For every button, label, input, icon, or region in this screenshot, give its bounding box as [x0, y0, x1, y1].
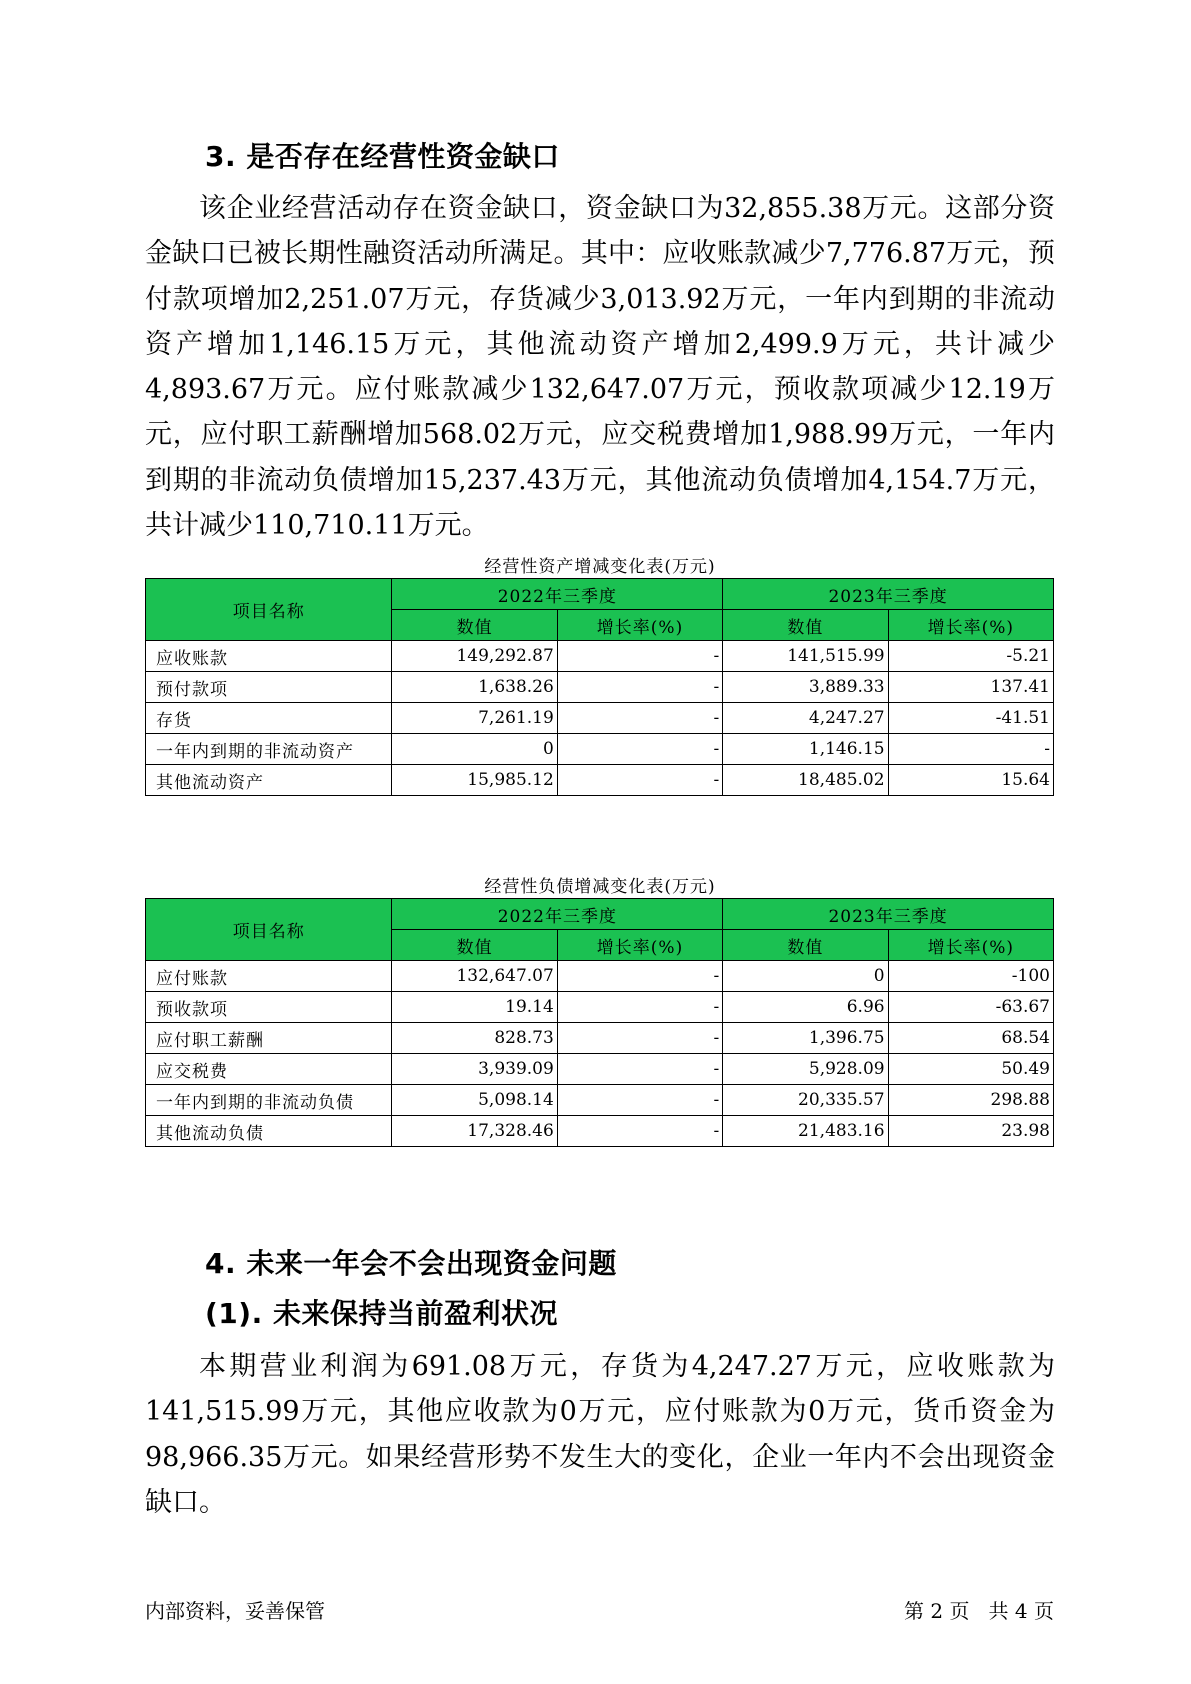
section-3-heading: 3. 是否存在经营性资金缺口	[205, 140, 560, 173]
table-row	[146, 992, 1054, 1023]
value-2023: 3,889.33	[723, 672, 888, 703]
growth-2023: 298.88	[888, 1085, 1053, 1116]
header-item-name: 项目名称	[146, 899, 392, 961]
value-2023: 21,483.16	[723, 1116, 888, 1147]
section-4-subheading: (1). 未来保持当前盈利状况	[205, 1297, 558, 1330]
header-value: 数值	[723, 610, 888, 641]
row-name: 一年内到期的非流动负债	[146, 1085, 392, 1116]
asset-change-table	[145, 578, 1054, 796]
table-row	[146, 961, 1054, 992]
table-row	[146, 641, 1054, 672]
value-2023: 0	[723, 961, 888, 992]
table-row	[146, 765, 1054, 796]
table-row	[146, 703, 1054, 734]
row-name: 应付账款	[146, 961, 392, 992]
row-name: 一年内到期的非流动资产	[146, 734, 392, 765]
header-value: 数值	[723, 930, 888, 961]
header-growth: 增长率(%)	[557, 930, 722, 961]
header-period-2022: 2022年三季度	[392, 579, 723, 610]
header-growth: 增长率(%)	[557, 610, 722, 641]
growth-2023: 68.54	[888, 1023, 1053, 1054]
value-2022: 15,985.12	[392, 765, 557, 796]
header-item-name: 项目名称	[146, 579, 392, 641]
growth-2022: -	[557, 1023, 722, 1054]
growth-2022: -	[557, 961, 722, 992]
value-2023: 20,335.57	[723, 1085, 888, 1116]
header-growth: 增长率(%)	[888, 610, 1053, 641]
value-2023: 1,146.15	[723, 734, 888, 765]
growth-2023: -	[888, 734, 1053, 765]
section-4-paragraph: 本期营业利润为691.08万元，存货为4,247.27万元，应收账款为141,515.99万元，其他应收款为0万元，应付账款为0万元，货币资金为98,966.35万元。如果经营形势不发生大的变化，企业一年内不会出现资金缺口。	[145, 1351, 1055, 1518]
header-period-2023: 2023年三季度	[723, 579, 1054, 610]
growth-2023: 50.49	[888, 1054, 1053, 1085]
liability-table-caption: 经营性负债增减变化表(万元)	[484, 877, 716, 897]
header-period-2023: 2023年三季度	[723, 899, 1054, 930]
table-row	[146, 1085, 1054, 1116]
row-name: 预收款项	[146, 992, 392, 1023]
growth-2022: -	[557, 641, 722, 672]
growth-2023: -100	[888, 961, 1053, 992]
growth-2022: -	[557, 1085, 722, 1116]
value-2022: 1,638.26	[392, 672, 557, 703]
row-name: 应交税费	[146, 1054, 392, 1085]
growth-2022: -	[557, 734, 722, 765]
value-2023: 4,247.27	[723, 703, 888, 734]
growth-2022: -	[557, 672, 722, 703]
table-row	[146, 1023, 1054, 1054]
growth-2022: -	[557, 703, 722, 734]
value-2022: 5,098.14	[392, 1085, 557, 1116]
footer-page-number: 第 2 页 共 4 页	[904, 1599, 1054, 1623]
value-2023: 141,515.99	[723, 641, 888, 672]
table-row	[146, 672, 1054, 703]
growth-2023: 23.98	[888, 1116, 1053, 1147]
table-row	[146, 1116, 1054, 1147]
value-2022: 828.73	[392, 1023, 557, 1054]
value-2023: 5,928.09	[723, 1054, 888, 1085]
value-2022: 7,261.19	[392, 703, 557, 734]
value-2022: 149,292.87	[392, 641, 557, 672]
value-2022: 3,939.09	[392, 1054, 557, 1085]
value-2023: 1,396.75	[723, 1023, 888, 1054]
footer-confidential-note: 内部资料，妥善保管	[145, 1599, 325, 1623]
growth-2022: -	[557, 1116, 722, 1147]
row-name: 预付款项	[146, 672, 392, 703]
table-row	[146, 1054, 1054, 1085]
value-2023: 6.96	[723, 992, 888, 1023]
value-2023: 18,485.02	[723, 765, 888, 796]
growth-2022: -	[557, 765, 722, 796]
header-period-2022: 2022年三季度	[392, 899, 723, 930]
growth-2023: -5.21	[888, 641, 1053, 672]
row-name: 应付职工薪酬	[146, 1023, 392, 1054]
header-value: 数值	[392, 930, 557, 961]
growth-2023: 15.64	[888, 765, 1053, 796]
growth-2023: -63.67	[888, 992, 1053, 1023]
section-4-heading: 4. 未来一年会不会出现资金问题	[205, 1247, 617, 1280]
table-row	[146, 734, 1054, 765]
header-growth: 增长率(%)	[888, 930, 1053, 961]
growth-2022: -	[557, 1054, 722, 1085]
growth-2022: -	[557, 992, 722, 1023]
growth-2023: -41.51	[888, 703, 1053, 734]
row-name: 其他流动负债	[146, 1116, 392, 1147]
row-name: 存货	[146, 703, 392, 734]
header-value: 数值	[392, 610, 557, 641]
value-2022: 17,328.46	[392, 1116, 557, 1147]
value-2022: 132,647.07	[392, 961, 557, 992]
row-name: 应收账款	[146, 641, 392, 672]
value-2022: 0	[392, 734, 557, 765]
growth-2023: 137.41	[888, 672, 1053, 703]
row-name: 其他流动资产	[146, 765, 392, 796]
value-2022: 19.14	[392, 992, 557, 1023]
asset-table-caption: 经营性资产增减变化表(万元)	[484, 557, 716, 577]
liability-change-table	[145, 898, 1054, 1147]
section-3-paragraph: 该企业经营活动存在资金缺口，资金缺口为32,855.38万元。这部分资金缺口已被长期性融资活动所满足。其中：应收账款减少7,776.87万元，预付款项增加2,251.07万元，存货减少3,013.92万元，一年内到期的非流动资产增加1,146.15万元，其他流动资产增加2,499.9万元，共计减少4,893.67万元。应付账款减少132,647.07万元，预收款项减少12.19万元，应付职工薪酬增加568.02万元，应交税费增加1,988.99万元，一年内到期的非流动负债增加15,237.43万元，其他流动负债增加4,154.7万元，共计减少110,710.11万元。	[145, 193, 1055, 542]
